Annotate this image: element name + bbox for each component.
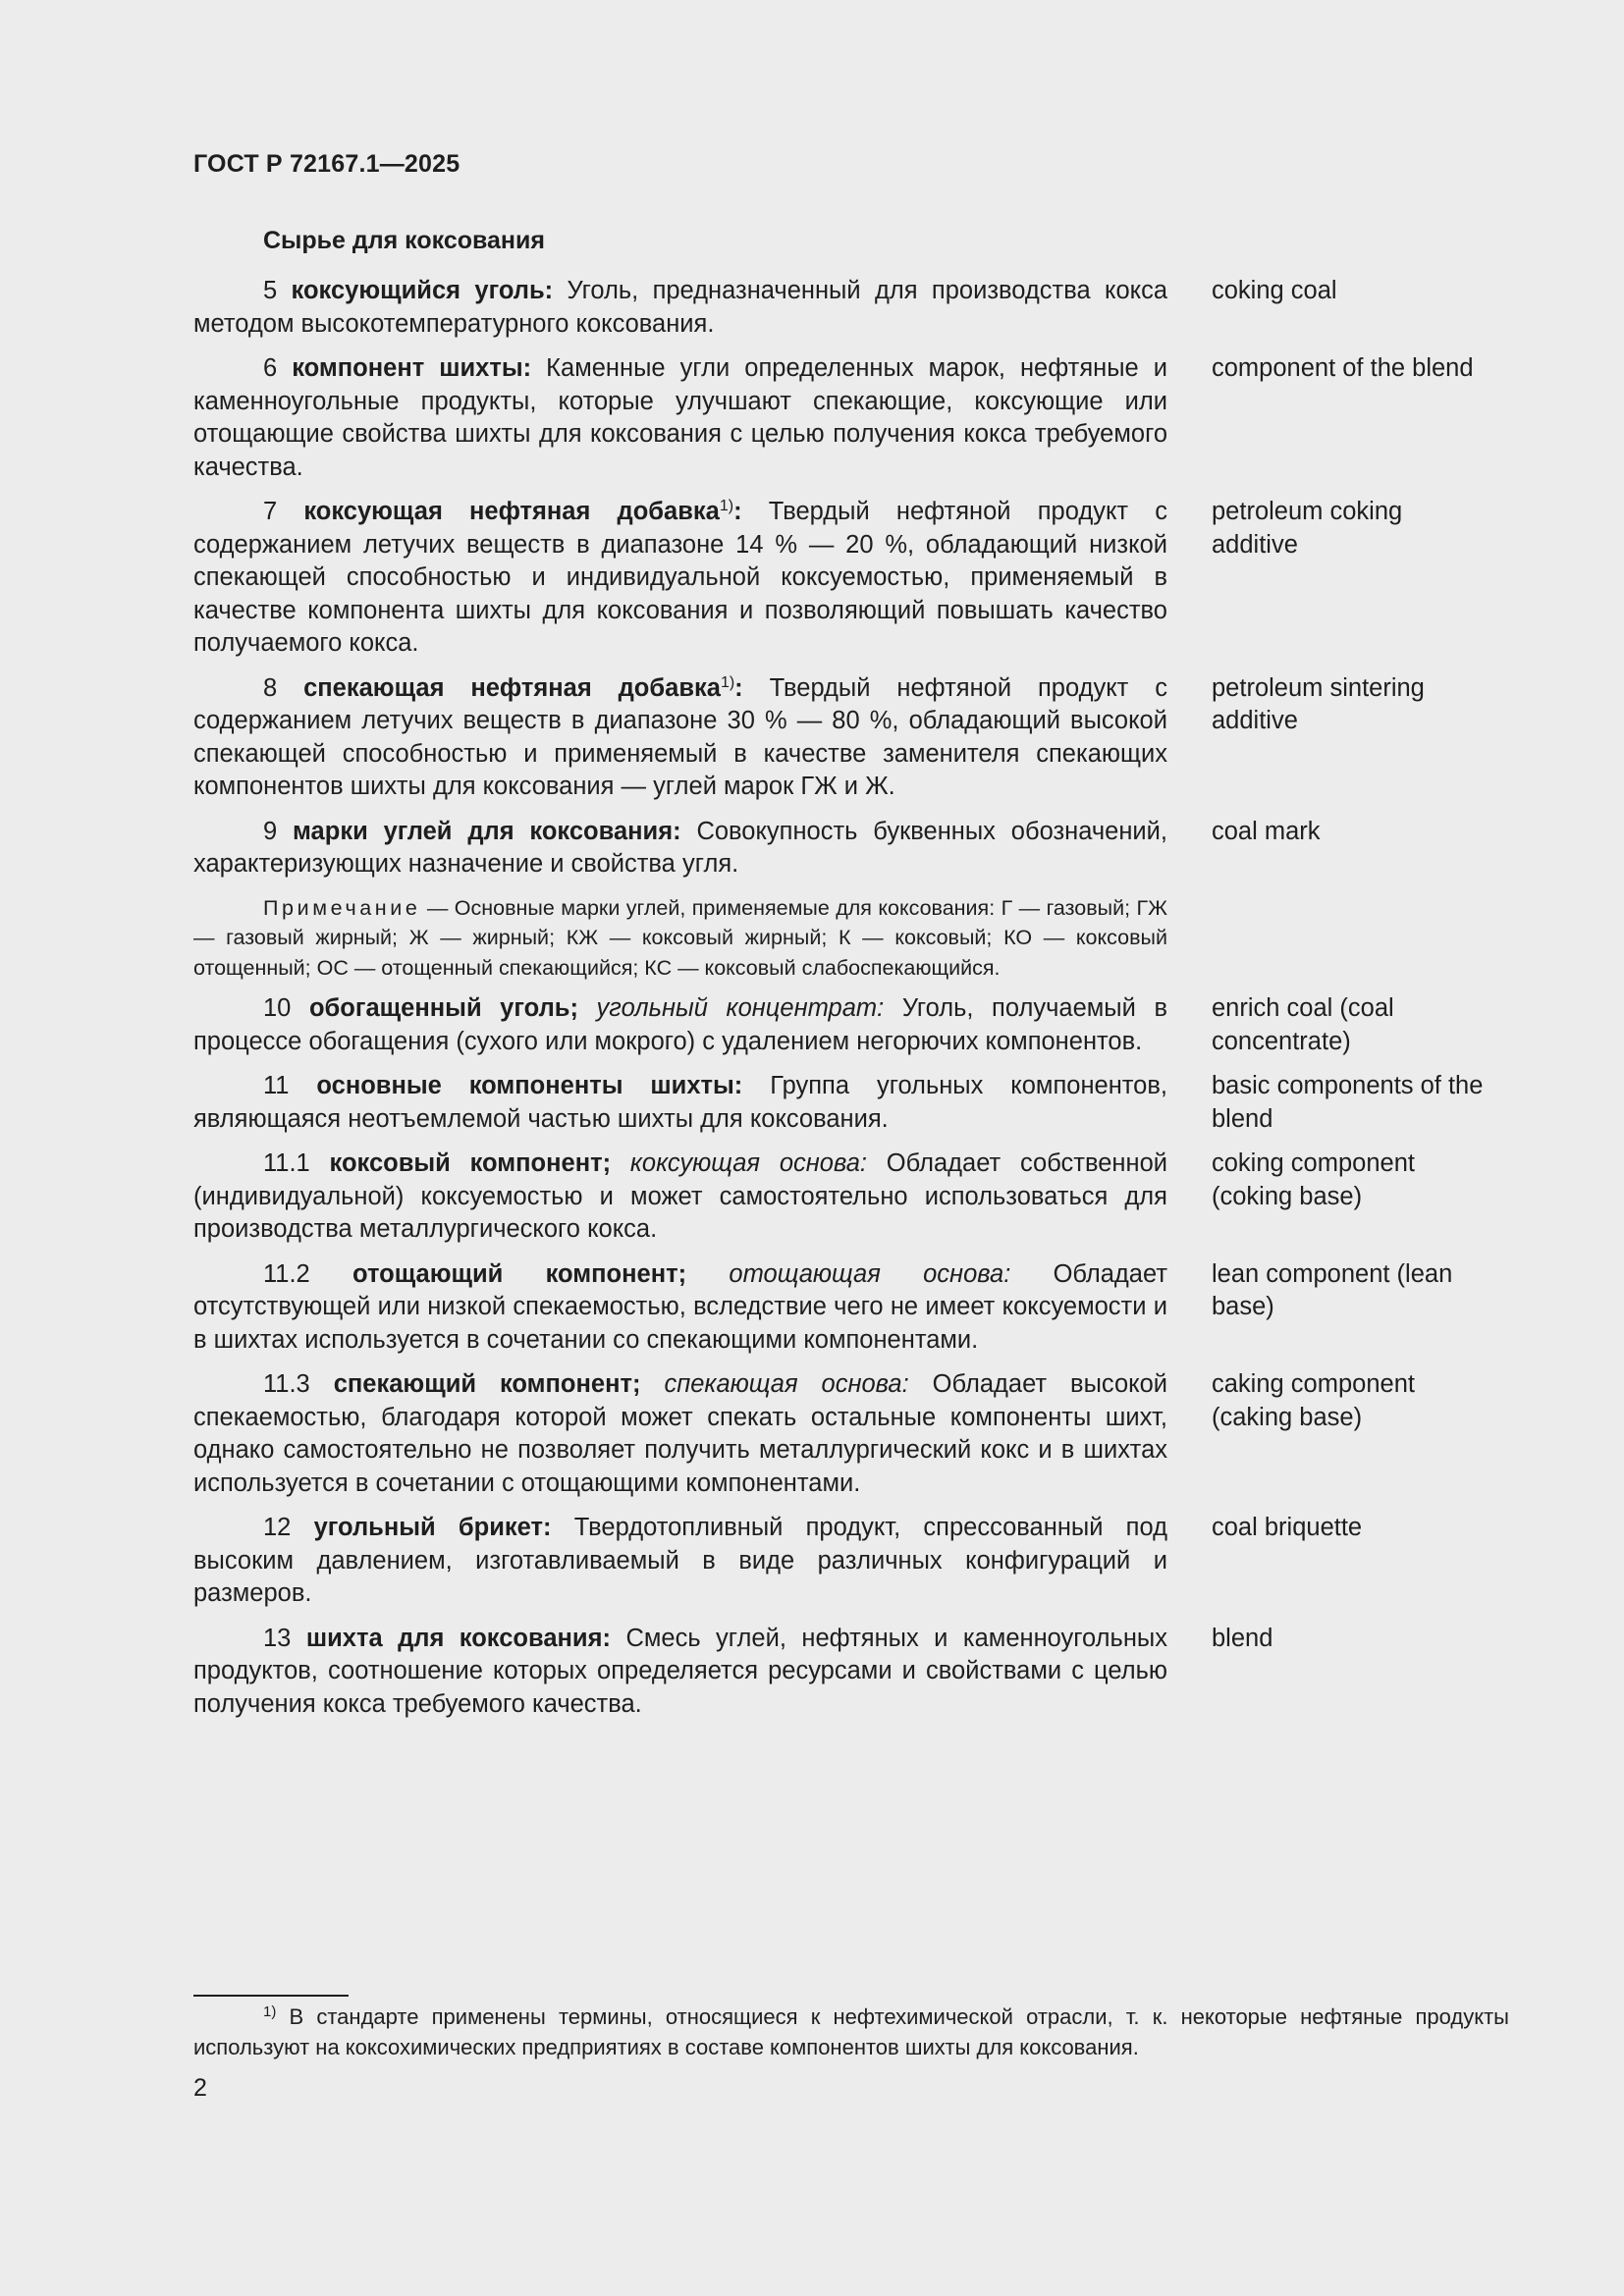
- term-entry: [193, 1368, 1489, 1500]
- term-definition: 7 коксующая нефтяная добавка$^{1)}$: Твердый нефтяной продукт с содержанием летучих веществ в диапазоне 14 % — 20 %, обладающий низкой спекающей способностью и индивидуальной коксуемостью, применяемый в качестве компонента шихты для коксования и позволяющий повышать качество получаемого кокса.: [193, 498, 1167, 657]
- term-entry: [193, 275, 1489, 341]
- term-english: petroleum sintering additive: [1212, 673, 1425, 734]
- term-name: коксовый компонент;: [329, 1149, 612, 1177]
- term-text: Уголь, предназначенный для производства кокса методом высокотемпературного коксования.: [193, 277, 1167, 338]
- term-name: марки углей для коксования:: [293, 817, 681, 845]
- term-entries: [193, 275, 1489, 1733]
- term-text: Твердый нефтяной продукт с содержанием летучих веществ в диапазоне 30 % — 80 %, обладающий высокой спекающей способностью и применяемый в качестве заменителя спекающих компонентов шихты для коксования — углей марок ГЖ и Ж.: [193, 673, 1167, 800]
- term-text: Каменные угли определенных марок, нефтяные и каменноугольные продукты, которые улучшают спекающие, коксующие или отощающие свойства шихты для коксования с целью получения кокса требуемого качества.: [193, 354, 1168, 481]
- term-text: Смесь углей, нефтяных и каменноугольных продуктов, соотношение которых определяется ресурсами и свойствами с целью получения кокса требуемого качества.: [193, 1624, 1167, 1718]
- term-text: Твердый нефтяной продукт с содержанием летучих веществ в диапазоне 14 % — 20 %, обладающий низкой спекающей способностью и индивидуальной коксуемостью, применяемый в качестве компонента шихты для коксования и позволяющий повышать качество получаемого кокса.: [193, 498, 1167, 657]
- term-number: 13: [263, 1624, 292, 1652]
- term-english: petroleum coking additive: [1212, 498, 1403, 559]
- term-number: 11: [263, 1072, 290, 1099]
- term-text: Обладает собственной (индивидуальной) коксуемостью и может самостоятельно использоваться для производства металлургического кокса.: [193, 1149, 1167, 1243]
- term-entry: [193, 992, 1489, 1058]
- term-definition: [193, 1623, 1167, 1722]
- term-synonym: отощающая основа:: [729, 1259, 1011, 1288]
- term-text: Обладает высокой спекаемостью, благодаря которой может спекать остальные компоненты шихт, однако самостоятельно не позволяет получить металлургический кокс и в шихтах используется в сочетании с отощающими компонентами.: [193, 1370, 1167, 1497]
- section-title: Сырье для коксования: [263, 227, 545, 254]
- term-entry: [193, 1258, 1489, 1358]
- term-number: 8: [263, 673, 278, 702]
- term-text: Группа угольных компонентов, являющаяся неотъемлемой частью шихты для коксования.: [193, 1072, 1167, 1133]
- document-header: ГОСТ Р 72167.1—2025: [193, 150, 460, 178]
- term-synonym: угольный концентрат:: [596, 994, 885, 1022]
- term-number: 12: [263, 1514, 292, 1541]
- term-number: 7: [263, 498, 278, 525]
- term-definition: [193, 816, 1167, 881]
- term-english: coking coal: [1212, 277, 1337, 304]
- term-name: отощающий компонент;: [352, 1259, 687, 1288]
- footnote-marker: 1): [263, 2003, 277, 2020]
- note-text: — Основные марки углей, применяемые для коксования: Г — газовый; ГЖ — газовый жирный; Ж — жирный; КЖ — коксовый жирный; К — коксовый; КО — коксовый отощенный; ОС — отощенный спекающийся; КС — коксовый слабоспекающийся.: [193, 895, 1167, 980]
- footnote-ref: 1): [720, 673, 735, 691]
- term-number: 9: [263, 817, 278, 845]
- term-synonym: спекающая основа:: [664, 1370, 909, 1398]
- term-definition: [193, 1148, 1167, 1247]
- note: [193, 893, 1167, 984]
- term-text: Твердотопливный продукт, спрессованный под высоким давлением, изготавливаемый в виде различных конфигураций и размеров.: [193, 1514, 1167, 1607]
- term-definition: [193, 1070, 1167, 1136]
- term-english: lean component (lean base): [1212, 1259, 1453, 1320]
- term-english: blend: [1212, 1624, 1273, 1652]
- term-definition: [193, 1512, 1167, 1611]
- term-text: Совокупность буквенных обозначений, характеризующих назначение и свойства угля.: [193, 817, 1167, 878]
- term-text: Обладает отсутствующей или низкой спекаемостью, вследствие чего не имеет коксуемости и в шихтах используется в сочетании со спекающими компонентами.: [193, 1259, 1167, 1354]
- term-name: спекающая нефтяная добавка: [303, 673, 721, 702]
- term-entry: [193, 352, 1489, 484]
- term-name: основные компоненты шихты:: [316, 1072, 743, 1099]
- term-number: 11.2: [263, 1259, 310, 1288]
- term-number: 6: [263, 354, 278, 382]
- page-number: 2: [193, 2074, 207, 2102]
- term-entry: [193, 1623, 1489, 1722]
- footnote-ref: 1): [719, 498, 734, 514]
- term-name: коксующийся уголь:: [291, 277, 554, 304]
- term-name: компонент шихты:: [292, 354, 532, 382]
- term-entry: [193, 1512, 1489, 1611]
- term-english: coal mark: [1212, 817, 1321, 845]
- term-number: 5: [263, 277, 278, 304]
- term-english: basic components of the blend: [1212, 1072, 1484, 1133]
- term-entry: [193, 1148, 1489, 1247]
- term-name: коксующая нефтяная добавка: [303, 498, 720, 525]
- term-english: component of the blend: [1212, 354, 1474, 382]
- term-definition: [193, 992, 1167, 1058]
- term-number: 11.1: [263, 1149, 310, 1177]
- term-number: 10: [263, 994, 292, 1022]
- term-definition: [193, 275, 1167, 341]
- term-english: coking component (coking base): [1212, 1149, 1415, 1210]
- footnote-text: В стандарте применены термины, относящиеся к нефтехимической отрасли, т. к. некоторые нефтяные продукты используют на коксохимических предприятиях в составе компонентов шихты для коксования.: [193, 2004, 1509, 2059]
- term-english: enrich coal (coal concentrate): [1212, 994, 1394, 1055]
- term-entry: [193, 1070, 1489, 1136]
- footnote: [193, 2002, 1509, 2062]
- term-name: шихта для коксования:: [305, 1624, 611, 1652]
- term-number: 11.3: [263, 1370, 310, 1398]
- term-definition: [193, 1258, 1167, 1358]
- term-text: Уголь, получаемый в процессе обогащения (сухого или мокрого) с удалением негорючих компонентов.: [193, 994, 1167, 1055]
- term-synonym: коксующая основа:: [629, 1149, 867, 1177]
- term-english: caking component (caking base): [1212, 1370, 1415, 1431]
- term-entry: [193, 496, 1489, 661]
- note-label: Примечание: [263, 895, 421, 920]
- footnote-separator: [193, 1995, 349, 1997]
- term-entry: [193, 816, 1489, 881]
- term-definition: [193, 1368, 1167, 1500]
- term-name: спекающий компонент;: [333, 1370, 641, 1398]
- term-definition: [193, 352, 1167, 484]
- term-name: угольный брикет:: [313, 1514, 552, 1541]
- term-entry: [193, 672, 1489, 804]
- term-name: обогащенный уголь;: [308, 994, 578, 1022]
- term-english: coal briquette: [1212, 1514, 1363, 1541]
- term-definition: 8 спекающая нефтяная добавка$^{1)}$: Твердый нефтяной продукт с содержанием летучих веществ в диапазоне 30 % — 80 %, обладающий высокой спекающей способностью и применяемый в качестве заменителя спекающих компонентов шихты для коксования — углей марок ГЖ и Ж.: [193, 673, 1167, 800]
- note-entry: [193, 893, 1489, 984]
